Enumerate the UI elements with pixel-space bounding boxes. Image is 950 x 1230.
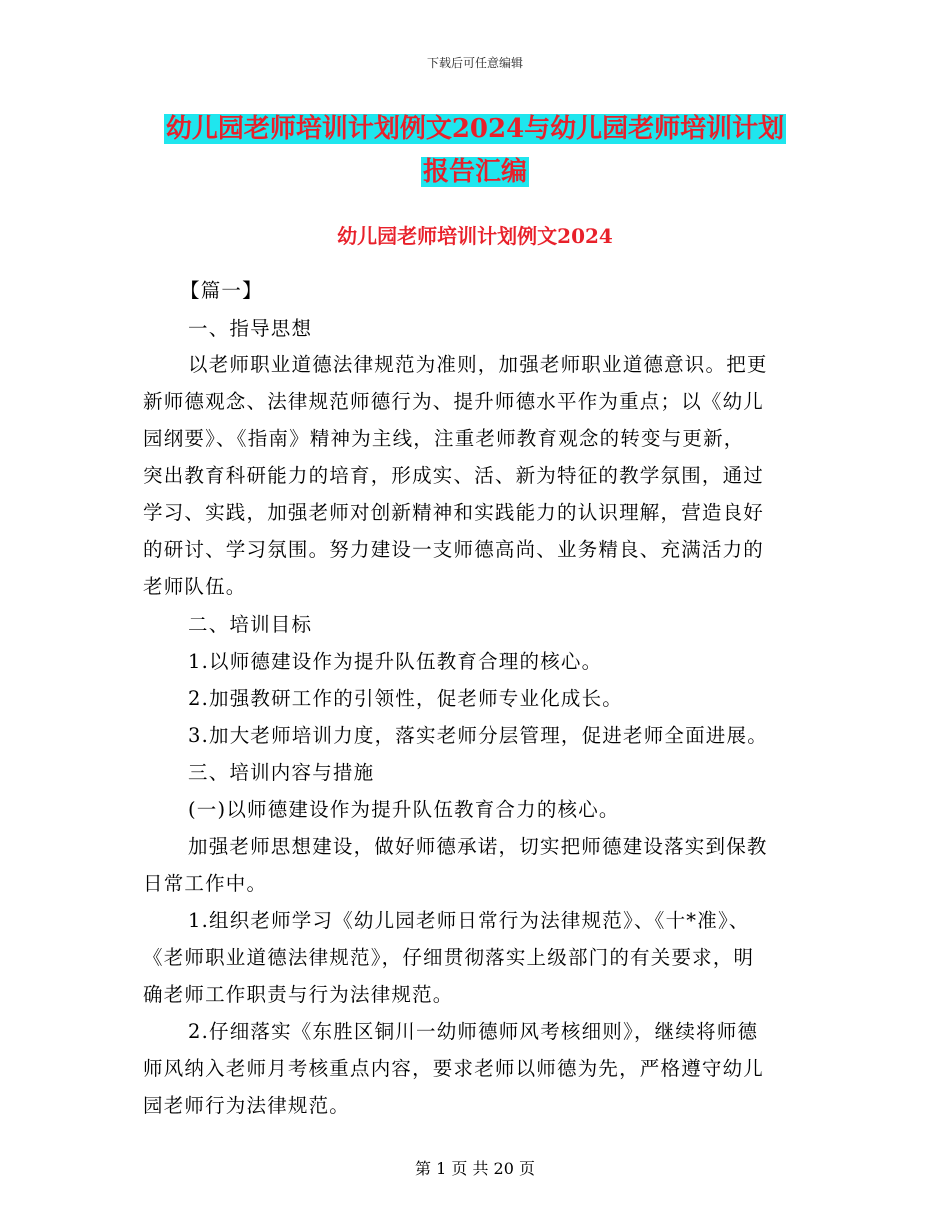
paragraph-line: 的研讨、学习氛围。努力建设一支师德高尚、业务精良、充满活力的	[143, 538, 765, 561]
header-note: 下载后可任意编辑	[426, 56, 523, 70]
heading-training-goals: 二、培训目标	[188, 613, 313, 636]
document-title-line-1: 幼儿园老师培训计划例文2024与幼儿园老师培训计划	[165, 114, 785, 144]
paragraph-line: 新师德观念、法律规范师德行为、提升师德水平作为重点；以《幼儿	[143, 390, 765, 413]
subheading: (一)以师德建设作为提升队伍教育合力的核心。	[188, 798, 620, 821]
heading-guiding-ideology: 一、指导思想	[188, 317, 313, 340]
paragraph-line: 日常工作中。	[143, 872, 268, 895]
paragraph-line: 以老师职业道德法律规范为准则，加强老师职业道德意识。把更	[188, 353, 768, 376]
part-label: 【篇一】	[180, 279, 263, 302]
paragraph-line: 师风纳入老师月考核重点内容，要求老师以师德为先，严格遵守幼儿	[143, 1057, 765, 1080]
paragraph-line: 2.仔细落实《东胜区铜川一幼师德师风考核细则》，继续将师德	[188, 1020, 759, 1043]
list-item: 2.加强教研工作的引领性，促老师专业化成长。	[188, 687, 624, 710]
list-item: 3.加大老师培训力度，落实老师分层管理，促进老师全面进展。	[188, 724, 768, 747]
paragraph-line: 园纲要》、《指南》精神为主线，注重老师教育观念的转变与更新，	[143, 427, 745, 450]
paragraph-line: 《老师职业道德法律规范》，仔细贯彻落实上级部门的有关要求，明	[143, 946, 755, 969]
list-item: 1.以师德建设作为提升队伍教育合理的核心。	[188, 650, 603, 673]
paragraph-line: 1.组织老师学习《幼儿园老师日常行为法律规范》、《十*准》、	[188, 909, 750, 932]
paragraph-line: 确老师工作职责与行为法律规范。	[143, 983, 454, 1006]
paragraph-line: 加强老师思想建设，做好师德承诺，切实把师德建设落实到保教	[188, 835, 768, 858]
paragraph-line: 老师队伍。	[143, 575, 247, 598]
paragraph-line: 园老师行为法律规范。	[143, 1094, 351, 1117]
section-title: 幼儿园老师培训计划例文2024	[337, 224, 613, 248]
page-footer: 第 1 页 共 20 页	[415, 1159, 535, 1178]
paragraph-line: 突出教育科研能力的培育，形成实、活、新为特征的教学氛围，通过	[143, 464, 765, 487]
paragraph-line: 学习、实践，加强老师对创新精神和实践能力的认识理解，营造良好	[143, 501, 765, 524]
document-title-line-2: 报告汇编	[422, 157, 527, 187]
heading-training-content: 三、培训内容与措施	[188, 761, 375, 784]
